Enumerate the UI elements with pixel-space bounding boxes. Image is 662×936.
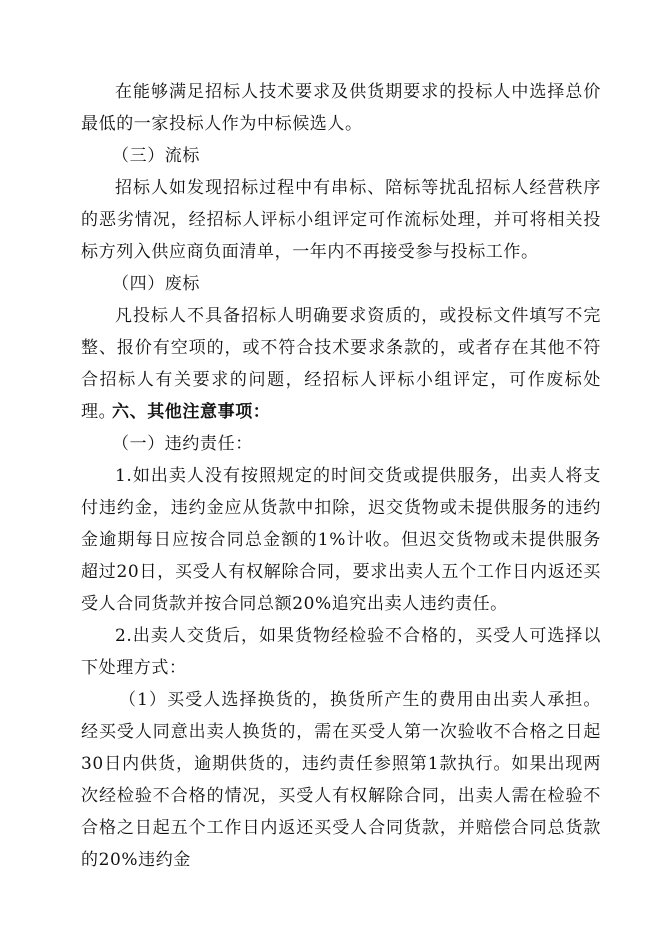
subheading-invalid-bid: （四）废标 bbox=[112, 274, 200, 294]
subheading-breach-liability: （一）违约责任： bbox=[112, 434, 253, 454]
paragraph-late-delivery-penalty: 1.如出卖人没有按照规定的时间交货或提供服务，出卖人将支付违约金，违约金应从货款中扣除，迟交货物或未提供服务的违约金逾期每日应按合同总金额的1%计收。但迟交货物或未提供服务超过20日，买受人有权解除合同，要求出卖人五个工作日内返还买受人合同货款并按合同总额20%追究出卖人违约责任。 bbox=[81, 466, 601, 614]
subheading-failed-bid: （三）流标 bbox=[112, 146, 200, 166]
paragraph-selection-criteria: 在能够满足招标人技术要求及供货期要求的投标人中选择总价最低的一家投标人作为中标候选人。 bbox=[81, 82, 601, 134]
paragraph-invalid-bid: 凡投标人不具备招标人明确要求资质的，或投标文件填写不完整、报价有空项的，或不符合技术要求条款的，或者存在其他不符合招标人有关要求的问题，经招标人评标小组评定，可作废标处理。 bbox=[81, 306, 601, 422]
paragraph-replacement-option: （1）买受人选择换货的，换货所产生的费用由出卖人承担。经买受人同意出卖人换货的，需在买受人第一次验收不合格之日起30日内供货，逾期供货的，违约责任参照第1款执行。如果出现两次经检验不合格的情况，买受人有权解除合同，出卖人需在检验不合格之日起五个工作日内返还买受人合同货款，并赔偿合同总货款的20%违约金 bbox=[81, 690, 601, 870]
paragraph-nonconforming-goods: 2.出卖人交货后，如果货物经检验不合格的，买受人可选择以下处理方式： bbox=[81, 626, 601, 678]
paragraph-failed-bid: 招标人如发现招标过程中有串标、陪标等扰乱招标人经营秩序的恶劣情况，经招标人评标小组评定可作流标处理，并可将相关投标方列入供应商负面清单，一年内不再接受参与投标工作。 bbox=[81, 178, 601, 262]
section-heading-other-notes: 六、其他注意事项： bbox=[112, 402, 271, 422]
